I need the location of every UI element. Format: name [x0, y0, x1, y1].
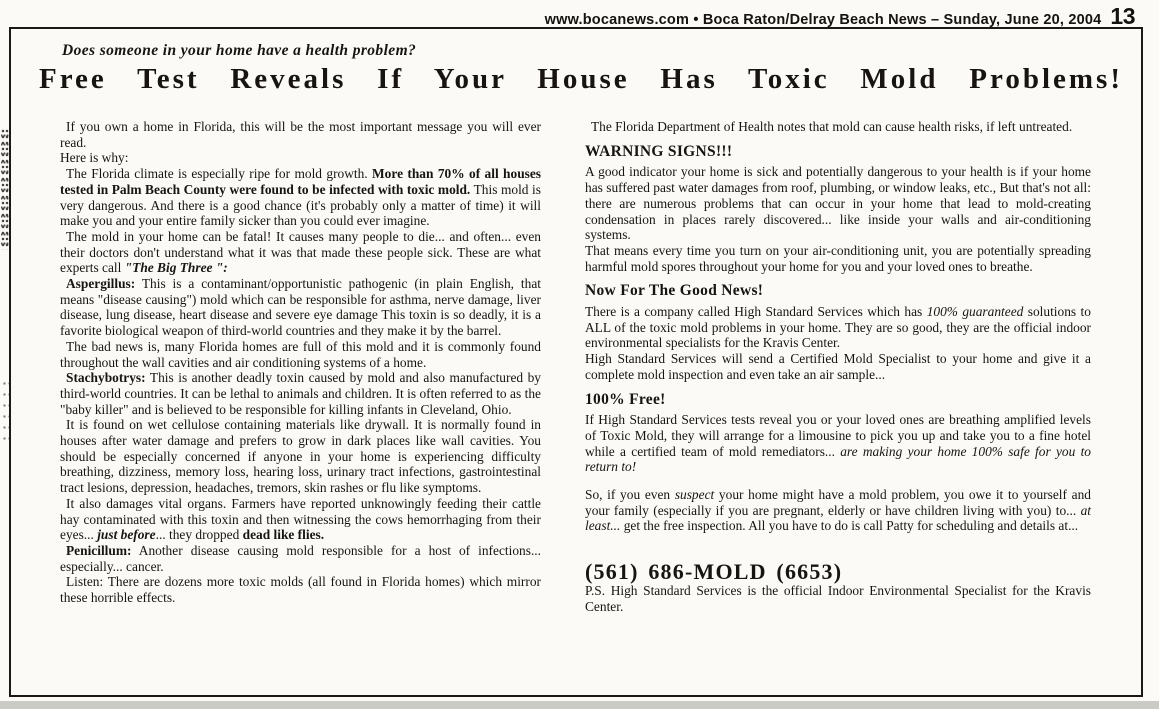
paragraph: The Florida climate is especially ripe for mold growth. More than 70% of all houses tested in Palm Beach County were found to be infected with toxic mold. This mold is very dangerous. And there is a good chance (it's probably only a matter of time) it will make you and your entire family sicker than you could ever imagine.	[60, 166, 542, 229]
section-heading: 100% Free!	[585, 390, 666, 408]
paragraph: It also damages vital organs. Farmers have reported unknowingly feeding their cattle hay contaminated with this toxin and then witnessing the cows hemorrhaging from their eyes... just before... they dropped dead like flies.	[60, 495, 541, 543]
paragraph: A good indicator your home is sick and potentially dangerous to your health is if your home has suffered past water damages from roof, plumbing, or window leaks, etc., But that's not all: there are numerous problems that can occur in your home that lead to mold-creating condensation in places rarely discovered... like inside your walls and air-conditioning systems.	[585, 164, 1091, 243]
left-margin-scan-noise	[2, 258, 10, 336]
section-heading: Now For The Good News!	[585, 282, 764, 300]
page-number: 13	[1110, 3, 1135, 29]
paragraph: The mold in your home can be fatal! It causes many people to die... and often... even their doctors don't understand what it was that made these people sick. These are what experts call "The Big Three ":	[60, 228, 541, 276]
ps-note: P.S. High Standard Services is the official Indoor Environmental Specialist for the Kravis Center.	[585, 582, 1091, 614]
footer-band	[0, 701, 1159, 709]
paragraph: The Florida Department of Health notes that mold can cause health risks, if left untreated.	[591, 119, 1073, 134]
paragraph: So, if you even suspect your home might have a mold problem, you owe it to yourself and your family (especially if you are pregnant, elderly or have children living with you) to... at least... get the free inspection. All you have to do is call Patty for scheduling and details at...	[585, 487, 1091, 534]
page-header	[545, 3, 1135, 30]
paragraph: Listen: There are dozens more toxic molds (all found in Florida homes) which mirror these horrible effects.	[60, 574, 541, 606]
section-heading: WARNING SIGNS!!!	[585, 142, 733, 160]
paragraph: If you own a home in Florida, this will be the most important message you will ever read.	[60, 119, 541, 150]
left-margin-scan-noise	[2, 378, 10, 444]
paragraph: That means every time you turn on your air-conditioning unit, you are potentially spreading harmful mold spores throughout your home for you and your loved ones to breathe.	[585, 242, 1091, 274]
paragraph: Stachybotrys: This is another deadly toxin caused by mold and also manufactured by third-world countries. It can be lethal to animals and children. It is often referred to as the "baby killer" and is believed to be responsible for killing infants in Cleveland, Ohio.	[60, 370, 541, 417]
paragraph: If High Standard Services tests reveal you or your loved ones are breathing amplified levels of Toxic Mold, they will arrange for a limousine to pick you up and take you to a fine hotel while a certified team of mold remediators... are making your home 100% safe for you to return to!	[585, 412, 1091, 475]
paragraph: Here is why:	[60, 150, 129, 166]
left-margin-scan-noise	[1, 128, 10, 250]
paragraph: Penicillum: Another disease causing mold responsible for a host of infections... especially... cancer.	[60, 542, 541, 574]
ad-right-column	[585, 119, 1091, 614]
phone-number: (561) 686-MOLD (6653)	[585, 559, 843, 585]
paragraph: Aspergillus: This is a contaminant/opportunistic pathogenic (in plain English, that means "disease causing") mold which can be responsible for asthma, nerve damage, liver disease, lung disease, heart disease and severe eye damage This toxin is so deadly, it is a favorite biological weapon of third-world countries and they make it by the barrel.	[60, 276, 541, 339]
paragraph: The bad news is, many Florida homes are full of this mold and it is commonly found throughout the wall cavities and air conditioning systems of a home.	[60, 338, 541, 370]
paragraph: High Standard Services will send a Certified Mold Specialist to your home and give it a complete mold inspection and even take an air sample...	[585, 351, 1091, 382]
ad-headline: Free Test Reveals If Your House Has Toxic Mold Problems!	[39, 63, 1123, 95]
paragraph: There is a company called High Standard Services which has 100% guaranteed solutions to ALL of the toxic mold problems in your home. They are so good, they are the official indoor environmental specialists for the Kravis Center.	[585, 304, 1091, 351]
ad-kicker: Does someone in your home have a health problem?	[62, 42, 417, 59]
paragraph: It is found on wet cellulose containing materials like drywall. It is normally found in houses after water damage and prefers to grow in dark places like wall cavities. You should be especially concerned if anyone in your home is experiencing difficulty breathing, dizziness, memory loss, hearing loss, urinary tract infections, gastrointestinal tract lesions, depression, headaches, tremors, skin rashes or flu like symptoms.	[60, 417, 541, 496]
ad-left-column	[60, 119, 541, 606]
masthead-text: www.bocanews.com • Boca Raton/Delray Beach News – Sunday, June 20, 2004	[544, 12, 1102, 28]
ad-box	[9, 27, 1143, 697]
